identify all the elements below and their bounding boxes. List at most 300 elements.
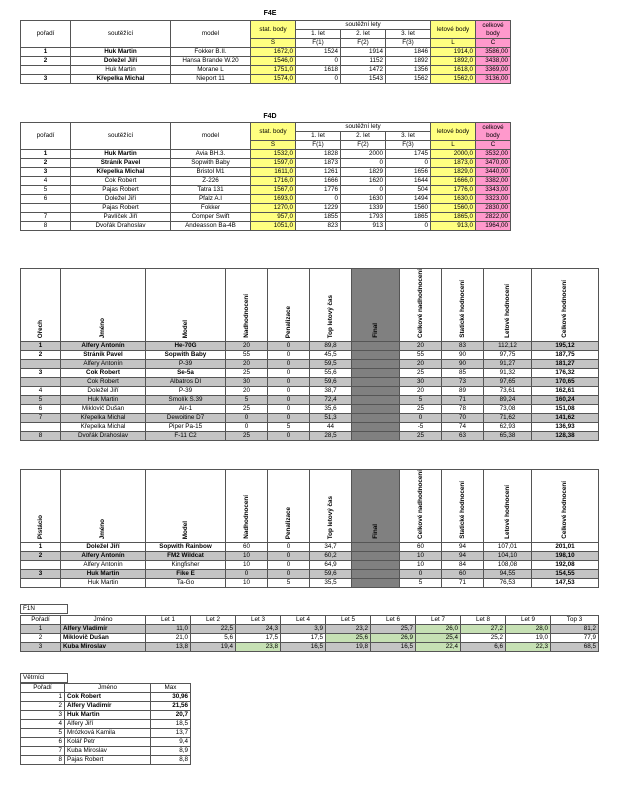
celkove-cell: 1964,00: [476, 222, 511, 231]
table-row: [21, 386, 599, 395]
model-cell: Bristol M1: [171, 168, 251, 177]
celkove-nadhodnoceni-cell: 20: [400, 386, 442, 395]
f3-cell: 1745: [386, 150, 431, 159]
top-cas-cell: 55,6: [310, 368, 352, 377]
rank-cell: 2: [21, 159, 71, 168]
vetrnici-title: Větrníci: [21, 674, 68, 683]
rank-cell: 5: [21, 395, 61, 404]
letove-cell: 91,27: [484, 359, 532, 368]
header-staticke-hodnoceni: Statické hodnocení: [442, 269, 484, 342]
final-cell: [352, 341, 400, 350]
vetrnici-title-box: [20, 673, 68, 683]
nadhodnoceni-cell: 0: [226, 413, 268, 422]
f2-cell: 1914: [341, 48, 386, 57]
header-let-1: 1. let: [296, 132, 341, 141]
celkove-cell: 3323,00: [476, 195, 511, 204]
celkove-cell: 147,53: [532, 578, 599, 587]
final-cell: [352, 386, 400, 395]
nadhodnoceni-cell: 20: [226, 386, 268, 395]
rank-cell: 6: [21, 195, 71, 204]
model-cell: Dewoitine D7: [146, 413, 226, 422]
name-cell: Doležel Jiří: [71, 195, 171, 204]
header-l: L: [431, 39, 476, 48]
celkove-cell: 192,08: [532, 560, 599, 569]
f2-cell: 1630: [341, 195, 386, 204]
letove-cell: 107,01: [484, 542, 532, 551]
top-cas-cell: 60,2: [310, 551, 352, 560]
f3-cell: 0: [386, 222, 431, 231]
name-cell: Doležel Jiří: [61, 386, 146, 395]
header-s: S: [251, 141, 296, 150]
final-cell: [352, 422, 400, 431]
table-row: [21, 75, 511, 84]
header-l: L: [431, 141, 476, 150]
name-cell: Alfery Vladimír: [65, 702, 151, 711]
celkove-cell: 3586,00: [476, 48, 511, 57]
header-stat-body: stat. body: [251, 123, 296, 141]
header-let-2: 2. let: [341, 132, 386, 141]
header-f2: F(2): [341, 141, 386, 150]
flight-cell: 28,0: [506, 625, 551, 634]
name-cell: Alfery Antonín: [61, 551, 146, 560]
rank-cell: 2: [21, 57, 71, 66]
f2-cell: 1152: [341, 57, 386, 66]
f1n-header: Top 3: [551, 616, 599, 625]
rank-cell: 2: [21, 634, 61, 643]
name-cell: Kuba Miroslav: [65, 747, 151, 756]
rank-cell: [21, 66, 71, 75]
stat-cell: 1270,0: [251, 204, 296, 213]
table-row: [21, 377, 599, 386]
rank-cell: 5: [21, 186, 71, 195]
name-cell: Doležel Jiří: [71, 57, 171, 66]
staticke-cell: 89: [442, 386, 484, 395]
model-cell: Fokker B.II.: [171, 48, 251, 57]
model-cell: Hansa Brande W.20: [171, 57, 251, 66]
table-row: [21, 222, 511, 231]
table-row: [21, 747, 191, 756]
final-cell: [352, 431, 400, 440]
table-row: [21, 186, 511, 195]
table-row: [21, 57, 511, 66]
f1n-header: Let 1: [146, 616, 191, 625]
name-cell: Pajas Robert: [65, 756, 151, 765]
rank-cell: [21, 560, 61, 569]
rank-cell: [21, 204, 71, 213]
celkove-cell: 2822,00: [476, 213, 511, 222]
model-cell: Comper Swift: [171, 213, 251, 222]
celkove-cell: 160,24: [532, 395, 599, 404]
top-cas-cell: 59,6: [310, 569, 352, 578]
flight-cell: 26,0: [416, 625, 461, 634]
top-cas-cell: 89,8: [310, 341, 352, 350]
stat-cell: 1693,0: [251, 195, 296, 204]
f1-cell: 1524: [296, 48, 341, 57]
penalizace-cell: 0: [268, 560, 310, 569]
max-cell: 30,96: [151, 693, 191, 702]
staticke-cell: 83: [442, 341, 484, 350]
letove-cell: 71,62: [484, 413, 532, 422]
flight-cell: 25,4: [416, 634, 461, 643]
top-cas-cell: 44: [310, 422, 352, 431]
table-row: [21, 578, 599, 587]
letove-cell: 1892,0: [431, 57, 476, 66]
table-row: [21, 729, 191, 738]
name-cell: Doležel Jiří: [61, 542, 146, 551]
nadhodnoceni-cell: 10: [226, 578, 268, 587]
penalizace-cell: 0: [268, 341, 310, 350]
penalizace-cell: 0: [268, 395, 310, 404]
header-c: C: [476, 39, 511, 48]
rank-cell: 1: [21, 542, 61, 551]
celkove-cell: 151,08: [532, 404, 599, 413]
max-cell: 13,7: [151, 729, 191, 738]
f2-cell: 0: [341, 159, 386, 168]
final-cell: [352, 350, 400, 359]
rank-cell: [21, 377, 61, 386]
f1-cell: 1261: [296, 168, 341, 177]
rank-cell: 2: [21, 551, 61, 560]
f1n-table: [20, 615, 599, 652]
header-f3: F(3): [386, 39, 431, 48]
header-celkove-nadhodnoceni: Celkové nadhodnocení: [400, 269, 442, 342]
rank-cell: 2: [21, 702, 65, 711]
name-cell: Mrózková Kamila: [65, 729, 151, 738]
top-cas-cell: 59,5: [310, 359, 352, 368]
name-cell: Alfery Antonín: [61, 341, 146, 350]
stat-cell: 1532,0: [251, 150, 296, 159]
name-cell: Huk Martin: [61, 578, 146, 587]
celkove-nadhodnoceni-cell: 0: [400, 569, 442, 578]
header-stat-body: stat. body: [251, 21, 296, 39]
penalizace-cell: 0: [268, 431, 310, 440]
celkove-cell: 170,65: [532, 377, 599, 386]
rank-cell: 4: [21, 386, 61, 395]
celkove-nadhodnoceni-cell: 25: [400, 431, 442, 440]
name-cell: Dvořák Drahoslav: [71, 222, 171, 231]
staticke-cell: 90: [442, 350, 484, 359]
top-cas-cell: 45,5: [310, 350, 352, 359]
nadhodnoceni-cell: 0: [226, 422, 268, 431]
header-orech: Ořech: [21, 269, 61, 342]
celkove-nadhodnoceni-cell: 20: [400, 341, 442, 350]
flight-cell: 19,4: [191, 643, 236, 652]
celkove-cell: 3470,00: [476, 159, 511, 168]
f1n-header: Let 6: [371, 616, 416, 625]
letove-cell: 112,12: [484, 341, 532, 350]
rank-cell: 1: [21, 693, 65, 702]
model-cell: Sopwith Baby: [171, 159, 251, 168]
letove-cell: 97,75: [484, 350, 532, 359]
model-cell: P-39: [146, 359, 226, 368]
table-row: [21, 177, 511, 186]
penalizace-cell: 5: [268, 422, 310, 431]
flight-cell: 68,5: [551, 643, 599, 652]
penalizace-cell: 0: [268, 350, 310, 359]
f4e-table: [20, 20, 511, 84]
header-staticke-hodnoceni: Statické hodnocení: [442, 470, 484, 543]
f1n-title: F1N: [21, 605, 68, 614]
table-row: [21, 643, 599, 652]
f1-cell: 823: [296, 222, 341, 231]
model-cell: Sopwith Baby: [146, 350, 226, 359]
name-cell: Alfery Vladimír: [61, 625, 146, 634]
table-row: [21, 693, 191, 702]
letove-cell: 1618,0: [431, 66, 476, 75]
f4d-table: [20, 122, 511, 231]
rank-cell: [21, 578, 61, 587]
final-cell: [352, 578, 400, 587]
letove-cell: 108,08: [484, 560, 532, 569]
max-cell: 8,8: [151, 756, 191, 765]
f1-cell: 1618: [296, 66, 341, 75]
model-cell: Nieport 11: [171, 75, 251, 84]
rank-cell: 1: [21, 625, 61, 634]
celkove-cell: 154,55: [532, 569, 599, 578]
penalizace-cell: 5: [268, 578, 310, 587]
name-cell: Huk Martin: [71, 66, 171, 75]
nadhodnoceni-cell: 60: [226, 542, 268, 551]
table-row: [21, 150, 511, 159]
header-soutezni-lety: soutěžní lety: [296, 123, 431, 132]
staticke-cell: 73: [442, 377, 484, 386]
letove-cell: 73,08: [484, 404, 532, 413]
flight-cell: 13,8: [146, 643, 191, 652]
f2-cell: 913: [341, 222, 386, 231]
name-cell: Cok Robert: [71, 177, 171, 186]
header-let-3: 3. let: [386, 132, 431, 141]
celkove-cell: 128,38: [532, 431, 599, 440]
table-row: [21, 395, 599, 404]
celkove-nadhodnoceni-cell: 25: [400, 404, 442, 413]
table-row: [21, 368, 599, 377]
flight-cell: 25,7: [371, 625, 416, 634]
max-cell: 21,56: [151, 702, 191, 711]
f1n-header: Jméno: [61, 616, 146, 625]
header-jmeno: Jméno: [65, 684, 151, 693]
flight-cell: 5,6: [191, 634, 236, 643]
staticke-cell: 85: [442, 368, 484, 377]
model-cell: P-39: [146, 386, 226, 395]
staticke-cell: 60: [442, 569, 484, 578]
header-nadhodnoceni: Nadhodnocení: [226, 269, 268, 342]
header-final: Final: [352, 269, 400, 342]
table-row: [21, 542, 599, 551]
orech-table: [20, 268, 599, 441]
letove-cell: 73,61: [484, 386, 532, 395]
letove-cell: 97,65: [484, 377, 532, 386]
name-cell: Miklovič Dušan: [61, 404, 146, 413]
f1n-header: Let 2: [191, 616, 236, 625]
penalizace-cell: 0: [268, 569, 310, 578]
rank-cell: 1: [21, 341, 61, 350]
celkove-cell: 2830,00: [476, 204, 511, 213]
f3-cell: 1494: [386, 195, 431, 204]
name-cell: Křepelka Michal: [71, 75, 171, 84]
celkove-nadhodnoceni-cell: 10: [400, 551, 442, 560]
nadhodnoceni-cell: 20: [226, 341, 268, 350]
f1-cell: 0: [296, 75, 341, 84]
header-top-letovy-cas: Top letový čas: [310, 470, 352, 543]
celkove-cell: 136,93: [532, 422, 599, 431]
model-cell: FM2 Wildcat: [146, 551, 226, 560]
letove-cell: 1560,0: [431, 204, 476, 213]
header-penalizace: Penalizace: [268, 269, 310, 342]
flight-cell: 11,0: [146, 625, 191, 634]
table-row: [21, 66, 511, 75]
header-letove-hodnoceni: Letové hodnocení: [484, 269, 532, 342]
name-cell: Alfery Jiří: [65, 720, 151, 729]
flight-cell: 22,3: [506, 643, 551, 652]
final-cell: [352, 413, 400, 422]
f4d-title: F4D: [263, 113, 277, 120]
f2-cell: 1543: [341, 75, 386, 84]
flight-cell: 27,2: [461, 625, 506, 634]
celkove-cell: 162,61: [532, 386, 599, 395]
f1n-header: Pořadí: [21, 616, 61, 625]
nadhodnoceni-cell: 30: [226, 377, 268, 386]
celkove-nadhodnoceni-cell: 55: [400, 350, 442, 359]
nadhodnoceni-cell: 55: [226, 350, 268, 359]
celkove-cell: 198,10: [532, 551, 599, 560]
model-cell: Tatra 131: [171, 186, 251, 195]
celkove-cell: 141,62: [532, 413, 599, 422]
table-row: [21, 350, 599, 359]
stat-cell: 1051,0: [251, 222, 296, 231]
header-let-3: 3. let: [386, 30, 431, 39]
stat-cell: 1574,0: [251, 75, 296, 84]
max-cell: 20,7: [151, 711, 191, 720]
flight-cell: 25,2: [461, 634, 506, 643]
header-f1: F(1): [296, 141, 341, 150]
table-row: [21, 569, 599, 578]
f1n-header: Let 7: [416, 616, 461, 625]
final-cell: [352, 377, 400, 386]
name-cell: Alfery Antonín: [61, 560, 146, 569]
model-cell: Kingfisher: [146, 560, 226, 569]
name-cell: Křepelka Michal: [61, 413, 146, 422]
flight-cell: 77,9: [551, 634, 599, 643]
table-row: [21, 738, 191, 747]
header-celkove-body: celkové body: [476, 21, 511, 39]
nadhodnoceni-cell: 10: [226, 551, 268, 560]
name-cell: Stráník Pavel: [61, 350, 146, 359]
f1n-header: Let 9: [506, 616, 551, 625]
header-soutezici: soutěžící: [71, 123, 171, 150]
header-f3: F(3): [386, 141, 431, 150]
f1-cell: 1776: [296, 186, 341, 195]
final-cell: [352, 395, 400, 404]
letove-cell: 62,93: [484, 422, 532, 431]
flight-cell: 3,9: [281, 625, 326, 634]
staticke-cell: 63: [442, 431, 484, 440]
table-row: [21, 168, 511, 177]
header-celkove-hodnoceni: Celkové hodnocení: [532, 470, 599, 543]
f3-cell: 1644: [386, 177, 431, 186]
model-cell: Fike E: [146, 569, 226, 578]
top-cas-cell: 64,9: [310, 560, 352, 569]
rank-cell: 6: [21, 404, 61, 413]
rank-cell: 8: [21, 431, 61, 440]
rank-cell: 3: [21, 168, 71, 177]
f2-cell: 2000: [341, 150, 386, 159]
staticke-cell: 71: [442, 395, 484, 404]
header-letove-body: letové body: [431, 21, 476, 39]
model-cell: Albatros DI: [146, 377, 226, 386]
f3-cell: 1656: [386, 168, 431, 177]
header-celkove-body: celkové body: [476, 123, 511, 141]
stat-cell: 957,0: [251, 213, 296, 222]
final-cell: [352, 542, 400, 551]
stat-cell: 1546,0: [251, 57, 296, 66]
table-row: [21, 413, 599, 422]
f1-cell: 0: [296, 57, 341, 66]
top-cas-cell: 28,5: [310, 431, 352, 440]
header-poradi: pořadí: [21, 21, 71, 48]
table-row: [21, 551, 599, 560]
model-cell: F-11 C2: [146, 431, 226, 440]
penalizace-cell: 0: [268, 404, 310, 413]
f3-cell: 1356: [386, 66, 431, 75]
flight-cell: 19,0: [506, 634, 551, 643]
top-cas-cell: 59,6: [310, 377, 352, 386]
name-cell: Alfery Antonín: [61, 359, 146, 368]
nadhodnoceni-cell: 25: [226, 431, 268, 440]
header-penalizace: Penalizace: [268, 470, 310, 543]
staticke-cell: 71: [442, 578, 484, 587]
f2-cell: 1472: [341, 66, 386, 75]
stat-cell: 1751,0: [251, 66, 296, 75]
header-poradi: Pořadí: [21, 684, 65, 693]
table-row: [21, 625, 599, 634]
stat-cell: 1716,0: [251, 177, 296, 186]
table-row: [21, 341, 599, 350]
f1-cell: 1229: [296, 204, 341, 213]
final-cell: [352, 368, 400, 377]
letove-cell: 89,24: [484, 395, 532, 404]
name-cell: Dvořák Drahoslav: [61, 431, 146, 440]
rank-cell: 5: [21, 729, 65, 738]
celkove-cell: 3343,00: [476, 186, 511, 195]
header-jmeno: Jméno: [61, 269, 146, 342]
rank-cell: 3: [21, 75, 71, 84]
letove-cell: 1873,0: [431, 159, 476, 168]
rank-cell: 3: [21, 643, 61, 652]
celkove-nadhodnoceni-cell: 30: [400, 377, 442, 386]
model-cell: Fokker: [171, 204, 251, 213]
name-cell: Pajas Robert: [71, 204, 171, 213]
header-celkove-nadhodnoceni: Celkové nadhodnocení: [400, 470, 442, 543]
celkove-cell: 201,01: [532, 542, 599, 551]
header-pistacio: Pistácio: [21, 470, 61, 543]
staticke-cell: 78: [442, 404, 484, 413]
celkove-nadhodnoceni-cell: 5: [400, 578, 442, 587]
pistacio-table: [20, 469, 599, 588]
final-cell: [352, 359, 400, 368]
penalizace-cell: 0: [268, 368, 310, 377]
header-max: Max: [151, 684, 191, 693]
letove-cell: 1829,0: [431, 168, 476, 177]
letove-cell: 91,32: [484, 368, 532, 377]
rank-cell: 8: [21, 756, 65, 765]
table-row: [21, 756, 191, 765]
model-cell: Šmolík Š.39: [146, 395, 226, 404]
rank-cell: [21, 422, 61, 431]
model-cell: Pfalz A.I: [171, 195, 251, 204]
celkove-cell: 195,12: [532, 341, 599, 350]
f1-cell: 0: [296, 195, 341, 204]
rank-cell: [21, 359, 61, 368]
